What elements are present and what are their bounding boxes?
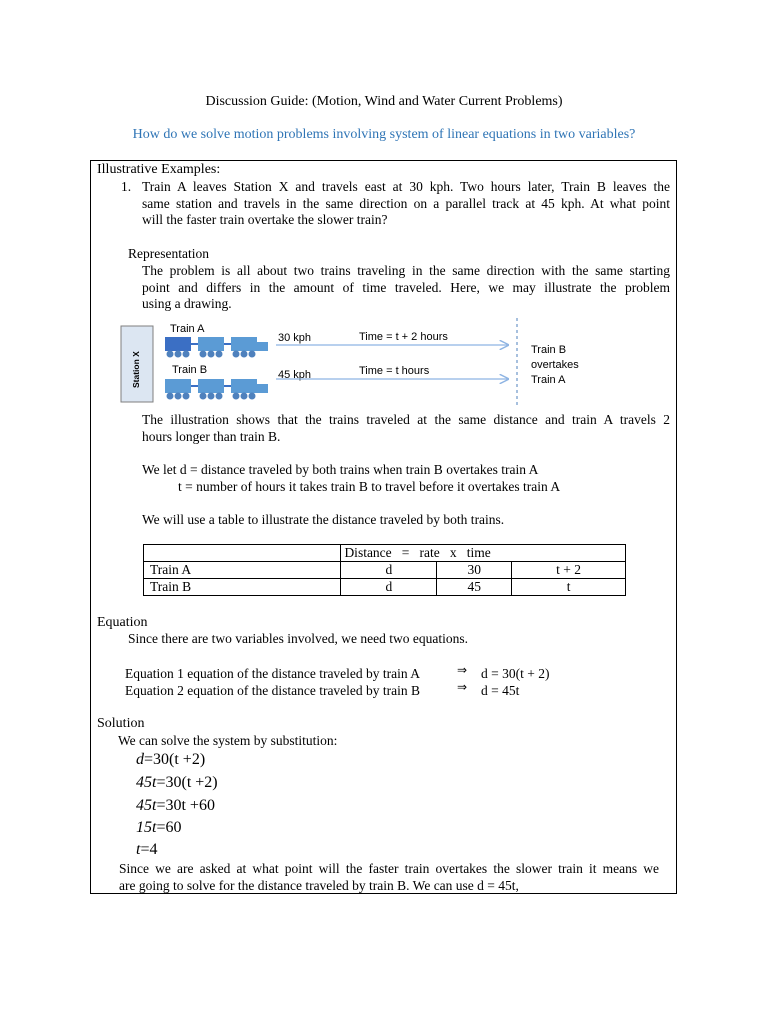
solution-step: 45t=30t +60 (136, 797, 215, 814)
train-b-icon (165, 379, 268, 400)
table-row (144, 562, 626, 579)
equation-2-label: Equation 2 equation of the distance traveled by train B (125, 683, 421, 698)
implies-arrow-icon: ⇒ (457, 663, 468, 677)
page-title: Discussion Guide: (Motion, Wind and Water Current Problems) (205, 94, 563, 109)
table-cell: 45 (437, 579, 512, 596)
table-cell: 30 (437, 562, 512, 579)
representation-heading: Representation (128, 246, 209, 261)
solution-intro: We can solve the system by substitution: (118, 733, 338, 748)
guide-question: How do we solve motion problems involving system of linear equations in two variables? (132, 127, 636, 142)
speed-b-label: 45 kph (278, 369, 312, 381)
overtake-line-2: overtakes (531, 359, 579, 371)
solution-heading: Solution (97, 716, 145, 731)
overtake-line-3: Train A (531, 374, 566, 386)
problem-number: 1. (121, 179, 132, 194)
illustration-line: The illustration shows that the trains traveled at the same distance and train A travels 2 (142, 412, 670, 427)
equation-heading: Equation (97, 615, 148, 630)
let-d-text: We let d = distance traveled by both trains when train B overtakes train A (142, 462, 539, 477)
solution-step: 45t=30(t +2) (136, 774, 218, 791)
closing-line: Since we are asked at what point will the faster train overtakes the slower train it means we (119, 861, 659, 876)
speed-a-label: 30 kph (278, 332, 312, 344)
time-a-label: Time = t + 2 hours (359, 331, 448, 343)
solution-step: t=4 (136, 841, 158, 858)
train-a-icon (165, 337, 268, 358)
train-a-label: Train A (170, 323, 205, 335)
illustration-line: hours longer than train B. (142, 428, 281, 444)
table-header: Distance = rate x time (341, 545, 626, 562)
representation-line: using a drawing. (142, 296, 232, 311)
station-x-label: Station X (131, 351, 141, 388)
implies-arrow-icon: ⇒ (457, 680, 468, 694)
representation-line: point and differs in the amount of time traveled. Here, we may illustrate the problem (142, 279, 670, 295)
table-cell: t (512, 579, 626, 596)
table-cell: d (341, 579, 437, 596)
solution-step: d=30(t +2) (136, 751, 206, 768)
table-row (144, 579, 626, 596)
overtake-line-1: Train B (531, 344, 567, 356)
table-cell: d (341, 562, 437, 579)
equation-1-label: Equation 1 equation of the distance traveled by train A (125, 666, 421, 681)
problem-line: Train A leaves Station X and travels east at 30 kph. Two hours later, Train B leaves the (142, 179, 670, 194)
equation-1: d = 30(t + 2) (481, 666, 550, 681)
examples-heading: Illustrative Examples: (97, 162, 221, 177)
problem-line: same station and travels in the same direction on a parallel track at 45 kph. At what point (142, 195, 670, 211)
table-header-row (144, 545, 626, 562)
table-cell: Train A (144, 562, 341, 579)
table-cell (144, 545, 341, 562)
time-b-label: Time = t hours (359, 365, 430, 377)
closing-line: are going to solve for the distance traveled by train B. We can use d = 45t, (119, 877, 519, 893)
representation-text (142, 263, 670, 313)
closing-text (119, 861, 659, 894)
train-b-label: Train B (172, 364, 208, 376)
equation-intro: Since there are two variables involved, we need two equations. (128, 631, 469, 646)
representation-line: The problem is all about two trains traveling in the same direction with the same starting (142, 263, 670, 278)
distance-table (143, 544, 626, 596)
equation-2: d = 45t (481, 683, 520, 698)
table-intro: We will use a table to illustrate the distance traveled by both trains. (142, 512, 505, 527)
illustration-text (142, 412, 670, 445)
problem-line: will the faster train overtake the slower train? (142, 212, 388, 227)
table-cell: Train B (144, 579, 341, 596)
table-cell: t + 2 (512, 562, 626, 579)
let-t-text: t = number of hours it takes train B to travel before it overtakes train A (178, 479, 561, 494)
problem-text (142, 179, 670, 229)
solution-step: 15t=60 (136, 819, 182, 836)
trains-diagram (112, 318, 612, 408)
